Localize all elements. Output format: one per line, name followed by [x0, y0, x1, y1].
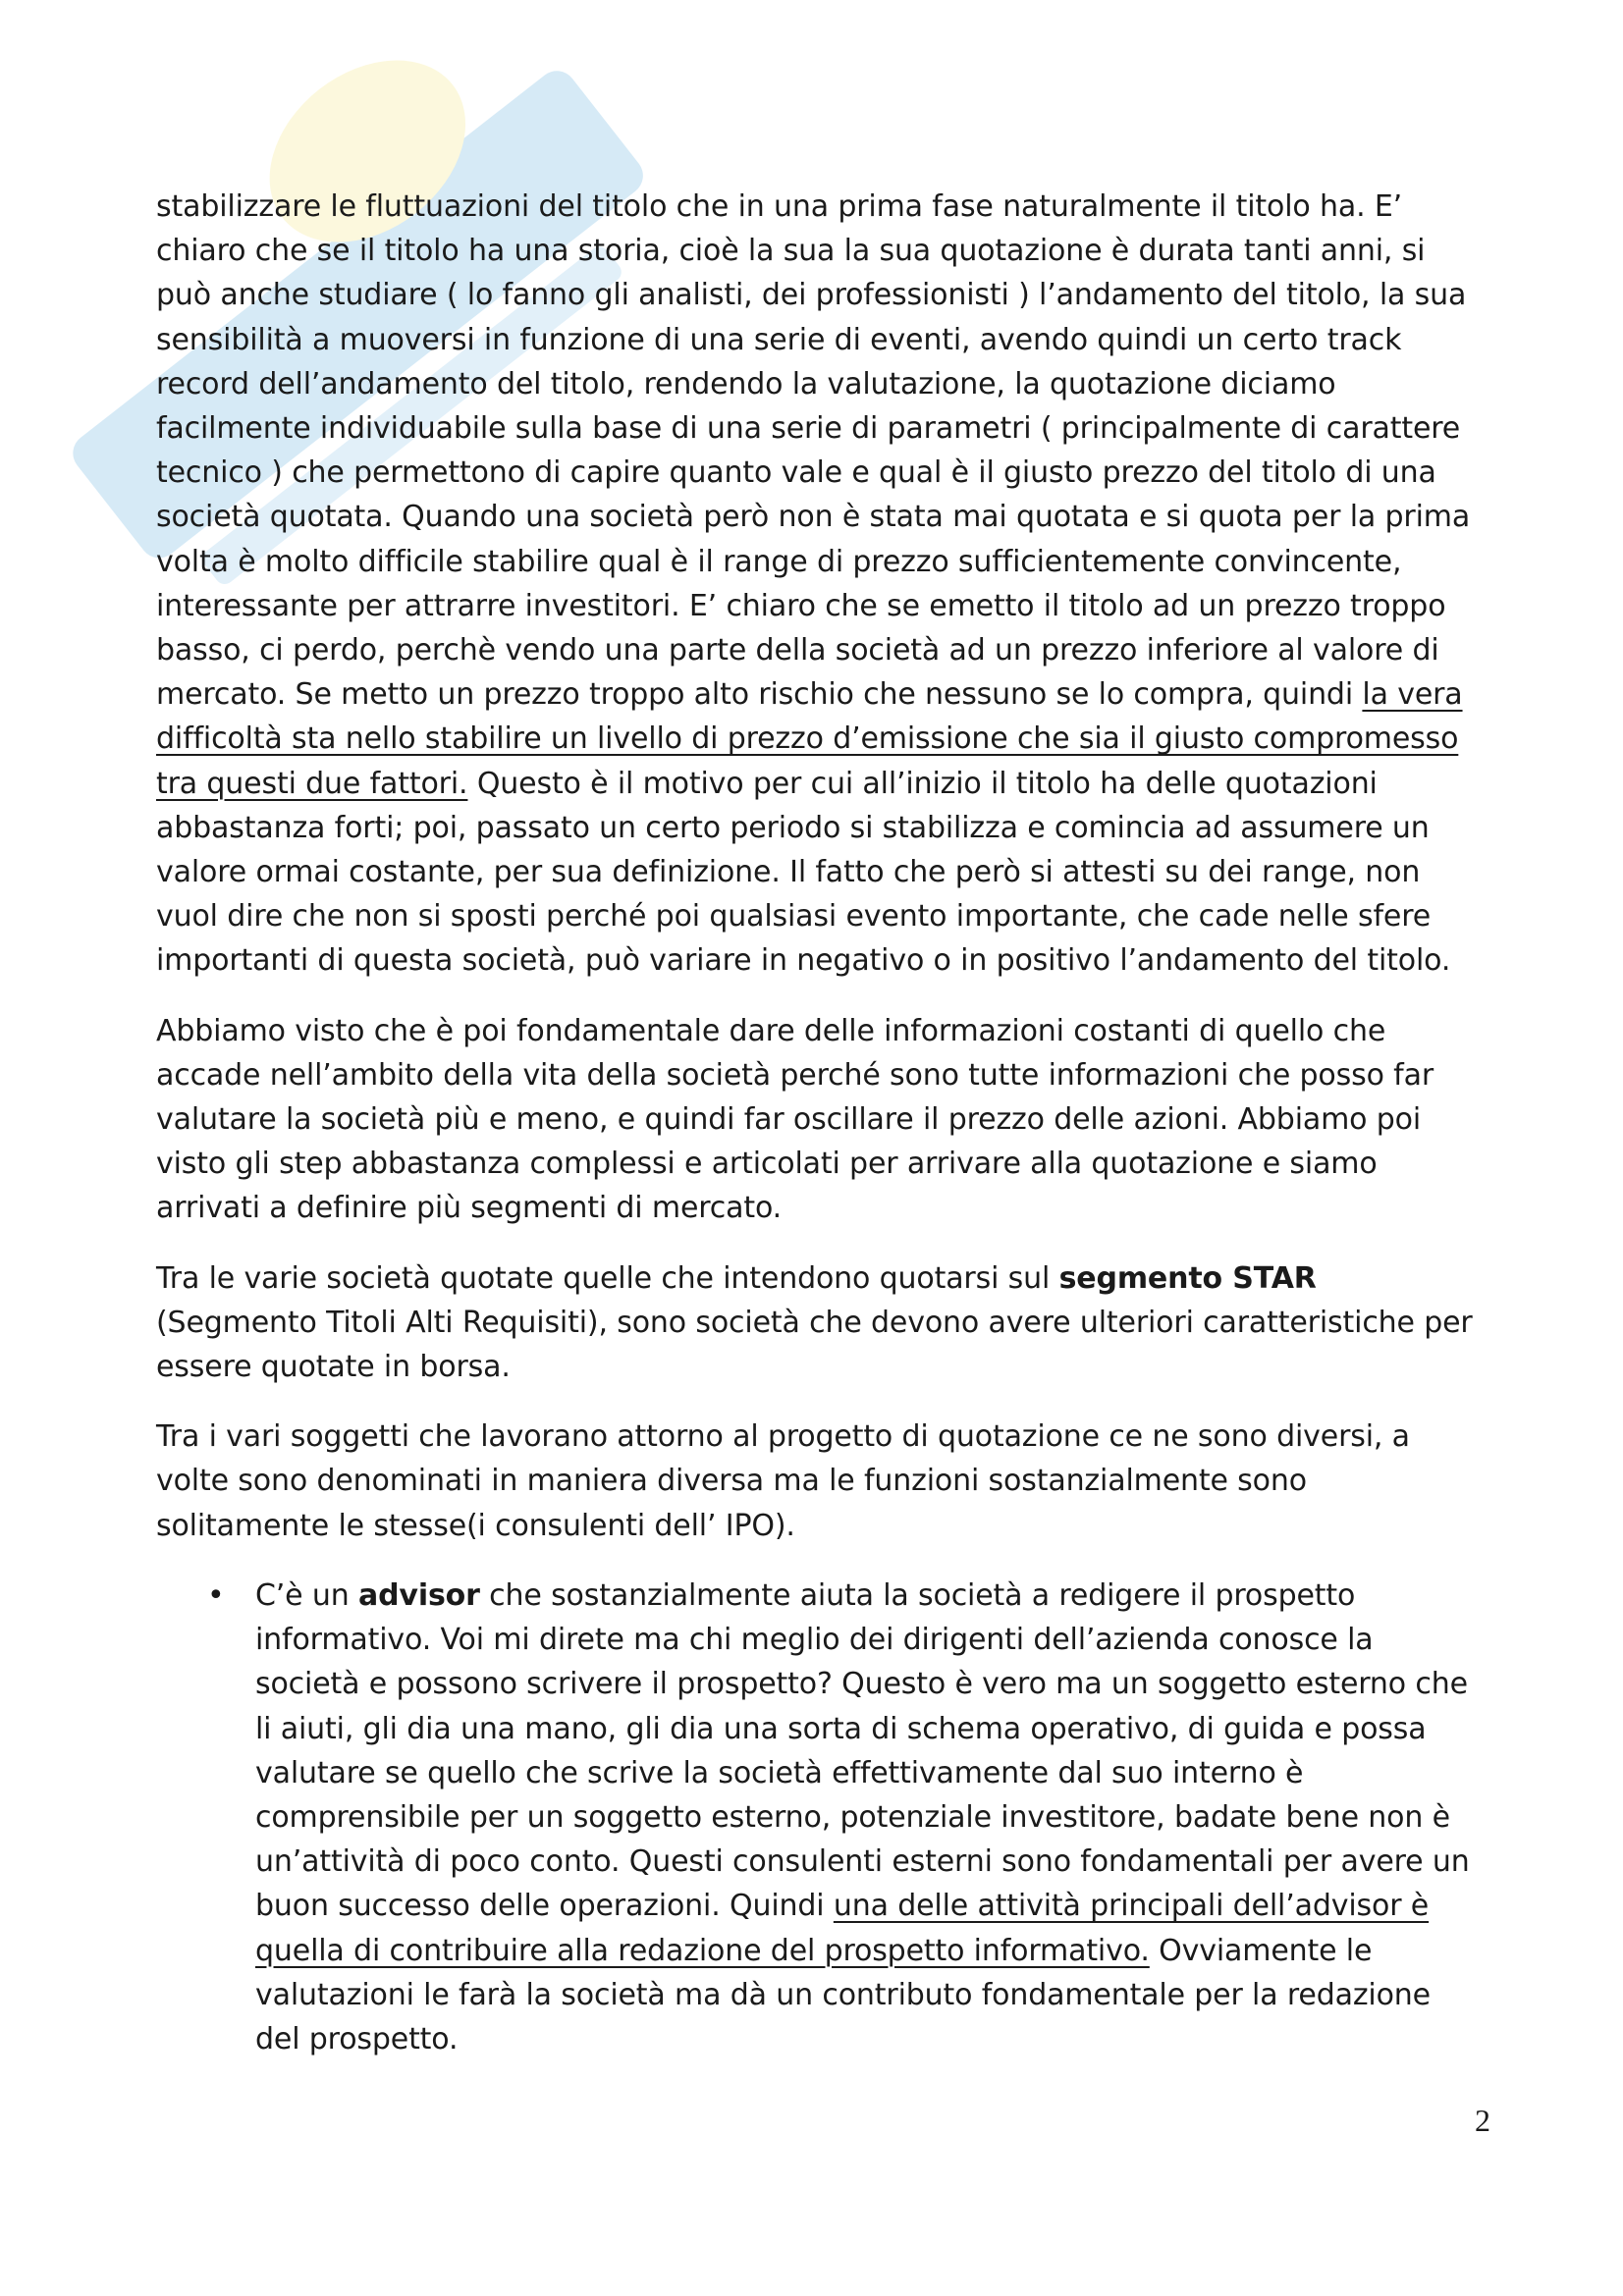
paragraph-4	[156, 1415, 1484, 1548]
p3-bold-text: segmento STAR	[1058, 1260, 1317, 1296]
paragraph-1	[156, 185, 1484, 984]
p1-text-b: Questo è il motivo per cui all’inizio il titolo ha delle quotazioni abbastanza forti; poi, passato un certo periodo si stabilizza e comincia ad assumere un valore ormai costante, per sua definizione. Il fatto che però si attesti su dei range, non vuol dire che non si sposti perché poi qualsiasi evento importante, che cade nelle sfere importanti di questa società, può variare in negativo o in positivo l’andamento del titolo.	[156, 766, 1451, 979]
page-number: 2	[1475, 2103, 1490, 2138]
li1-text-a: C’è un	[255, 1577, 358, 1613]
bullet-list	[156, 1574, 1484, 2061]
p1-underlined-text: la vera difficoltà sta nello stabilire un livello di prezzo d’emissione che sia il giusto compromesso tra questi due fattori.	[156, 677, 1463, 801]
p2-text: Abbiamo visto che è poi fondamentale dare delle informazioni costanti di quello che accade nell’ambito della vita della società perché sono tutte informazioni che posso far valutare la società più e meno, e quindi far oscillare il prezzo delle azioni. Abbiamo poi visto gli step abbastanza complessi e articolati per arrivare alla quotazione e siamo arrivati a definire più segmenti di mercato.	[156, 1013, 1434, 1226]
document-body	[156, 185, 1484, 2061]
li1-text-b: che sostanzialmente aiuta la società a redigere il prospetto informativo. Voi mi direte ma chi meglio dei dirigenti dell’azienda conosce la società e possono scrivere il prospetto? Questo è vero ma un soggetto esterno che li aiuti, gli dia una mano, gli dia una sorta di schema operativo, di guida e possa valutare se quello che scrive la società effettivamente dal suo interno è comprensibile per un soggetto esterno, potenziale investitore, badate bene non è un’attività di poco conto. Questi consulenti esterni sono fondamentali per avere un buon successo delle operazioni. Quindi	[255, 1577, 1470, 1924]
p4-text: Tra i vari soggetti che lavorano attorno al progetto di quotazione ce ne sono diversi, a volte sono denominati in maniera diversa ma le funzioni sostanzialmente sono solitamente le stesse(i consulenti dell’ IPO).	[156, 1419, 1410, 1543]
p1-text-a: stabilizzare le fluttuazioni del titolo che in una prima fase naturalmente il titolo ha. E’ chiaro che se il titolo ha una storia, cioè la sua la sua quotazione è durata tanti anni, si può anche studiare ( lo fanno gli analisti, dei professionisti ) l’andamento del titolo, la sua sensibilità a muoversi in funzione di una serie di eventi, avendo quindi un certo track record dell’andamento del titolo, rendendo la valutazione, la quotazione diciamo facilmente individuabile sulla base di una serie di parametri ( principalmente di carattere tecnico ) che permettono di capire quanto vale e qual è il giusto prezzo del titolo di una società quotata. Quando una società però non è stata mai quotata e si quota per la prima volta è molto difficile stabilire qual è il range di prezzo sufficientemente convincente, interessante per attrarre investitori. E’ chiaro che se emetto il titolo ad un prezzo troppo basso, ci perdo, perchè vendo una parte della società ad un prezzo inferiore al valore di mercato. Se metto un prezzo troppo alto rischio che nessuno se lo compra, quindi	[156, 189, 1471, 713]
bullet-icon: •	[207, 1577, 225, 1613]
list-item	[156, 1574, 1484, 2061]
p3-text-b: (Segmento Titoli Alti Requisiti), sono società che devono avere ulteriori caratteristiche per essere quotate in borsa.	[156, 1305, 1473, 1385]
li1-bold-text: advisor	[358, 1577, 480, 1613]
p3-text-a: Tra le varie società quotate quelle che intendono quotarsi sul	[156, 1260, 1059, 1296]
li1-underlined-text: una delle attività principali dell’advisor è quella di contribuire alla redazione del prospetto informativo.	[255, 1889, 1430, 1968]
paragraph-3	[156, 1256, 1484, 1390]
paragraph-2	[156, 1009, 1484, 1231]
li1-text-c: Ovviamente le valutazioni le farà la società ma dà un contributo fondamentale per la redazione del prospetto.	[255, 1933, 1431, 2056]
